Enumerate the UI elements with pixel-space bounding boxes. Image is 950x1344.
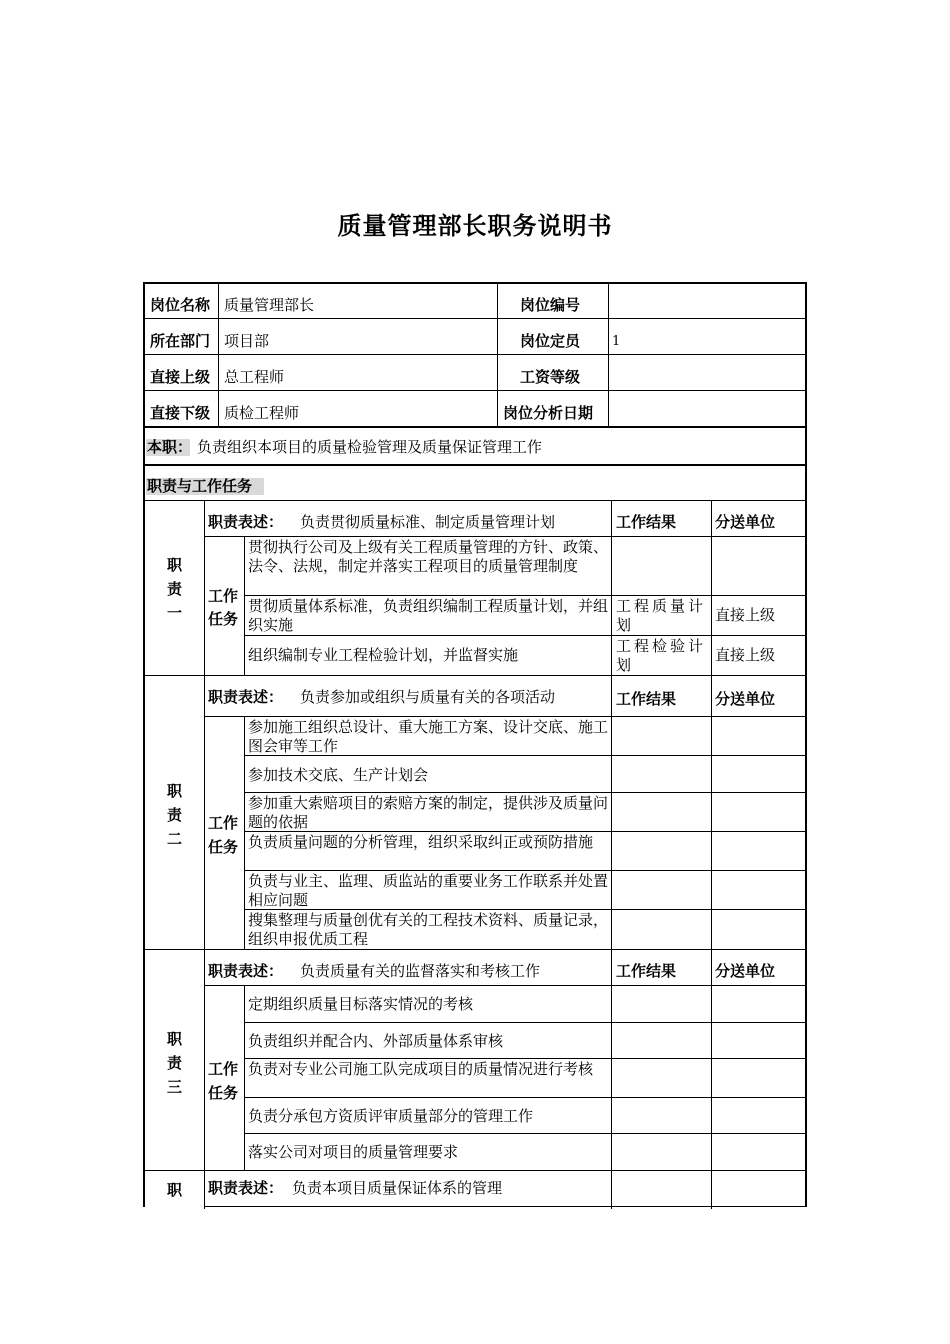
duty-summary-label: 本职： [147, 438, 193, 456]
duty-3-description: 负责质量有关的监督落实和考核工作 [300, 962, 541, 980]
salary-label: 工资等级 [520, 368, 581, 386]
duty-3-task-label-2: 任务 [208, 1084, 239, 1102]
duty-2-task-5: 负责与业主、监理、质监站的重要业务工作联系并处置相应问题 [248, 872, 609, 909]
dept-value: 项目部 [224, 332, 270, 350]
headcount-value: 1 [612, 334, 621, 349]
duty-1-desc-label: 职责表述： [208, 513, 284, 531]
duty-3-task-2: 负责组织并配合内、外部质量体系审核 [248, 1032, 504, 1050]
duty-2-task-label-1: 工作 [208, 814, 239, 832]
duty-1-label-char-1: 职 [167, 556, 183, 574]
post-no-label: 岗位编号 [520, 296, 581, 314]
duty-1-task-2-result: 工程质量计划 [616, 597, 707, 634]
duty-1-task-2-dest: 直接上级 [715, 606, 776, 624]
duty-1-task-2: 贯彻质量体系标准，负责组织编制工程质量计划，并组织实施 [248, 597, 609, 634]
duty-2-dest-header: 分送单位 [715, 690, 776, 708]
superior-label: 直接上级 [150, 368, 211, 386]
superior-value: 总工程师 [224, 368, 285, 386]
duty-summary-text: 负责组织本项目的质量检验管理及质量保证管理工作 [197, 438, 543, 456]
duty-3-task-5: 落实公司对项目的质量管理要求 [248, 1143, 459, 1161]
dept-label: 所在部门 [150, 332, 211, 350]
duty-4-desc-label: 职责表述： [208, 1179, 284, 1197]
duty-2-task-6: 搜集整理与质量创优有关的工程技术资料、质量记录，组织申报优质工程 [248, 911, 609, 948]
duty-3-result-header: 工作结果 [616, 962, 677, 980]
duty-3-task-label-1: 工作 [208, 1060, 239, 1078]
duty-4-description: 负责本项目质量保证体系的管理 [292, 1179, 503, 1197]
headcount-label: 岗位定员 [520, 332, 581, 350]
duty-1-task-3: 组织编制专业工程检验计划，并监督实施 [248, 646, 519, 664]
duty-2-task-label-2: 任务 [208, 838, 239, 856]
duty-2-task-1: 参加施工组织总设计、重大施工方案、设计交底、施工图会审等工作 [248, 718, 609, 755]
duty-3-label-char-2: 责 [167, 1054, 183, 1072]
duty-1-task-label-2: 任务 [208, 610, 239, 628]
duty-2-label-char-2: 责 [167, 806, 183, 824]
post-name-value: 质量管理部长 [224, 296, 315, 314]
duty-2-task-3: 参加重大索赔项目的索赔方案的制定，提供涉及质量问题的依据 [248, 794, 609, 831]
post-name-label: 岗位名称 [150, 296, 211, 314]
duty-1-task-label-1: 工作 [208, 587, 239, 605]
duty-1-task-3-dest: 直接上级 [715, 646, 776, 664]
duty-2-result-header: 工作结果 [616, 690, 677, 708]
page-title: 质量管理部长职务说明书 [337, 211, 613, 240]
duty-2-task-4: 负责质量问题的分析管理，组织采取纠正或预防措施 [248, 833, 594, 851]
duty-3-dest-header: 分送单位 [715, 962, 776, 980]
duty-1-task-1: 贯彻执行公司及上级有关工程质量管理的方针、政策、法令、法规，制定并落实工程项目的质量管理制度 [248, 538, 609, 575]
duty-2-description: 负责参加或组织与质量有关的各项活动 [300, 688, 556, 706]
duty-1-description: 负责贯彻质量标准、制定质量管理计划 [300, 513, 556, 531]
duty-2-label-char-1: 职 [167, 782, 183, 800]
subordinate-label: 直接下级 [150, 404, 211, 422]
duty-2-desc-label: 职责表述： [208, 688, 284, 706]
analysis-date-label: 岗位分析日期 [503, 404, 594, 422]
duty-2-task-2: 参加技术交底、生产计划会 [248, 766, 429, 784]
duty-4-label-char-1: 职 [167, 1181, 183, 1199]
duty-1-label-char-3: 一 [167, 604, 183, 622]
duty-3-task-4: 负责分承包方资质评审质量部分的管理工作 [248, 1107, 534, 1125]
duty-2-label-char-3: 二 [167, 830, 183, 848]
duty-3-label-char-3: 三 [167, 1078, 183, 1096]
duty-3-desc-label: 职责表述： [208, 962, 284, 980]
duty-3-task-3: 负责对专业公司施工队完成项目的质量情况进行考核 [248, 1060, 594, 1078]
duty-1-task-3-result: 工程检验计划 [616, 637, 707, 674]
duty-3-label-char-1: 职 [167, 1030, 183, 1048]
duty-1-label-char-2: 责 [167, 580, 183, 598]
duty-1-result-header: 工作结果 [616, 513, 677, 531]
duty-3-task-1: 定期组织质量目标落实情况的考核 [248, 995, 474, 1013]
section-title: 职责与工作任务 [147, 477, 253, 495]
duty-1-dest-header: 分送单位 [715, 513, 776, 531]
subordinate-value: 质检工程师 [224, 404, 300, 422]
job-description-table [143, 282, 807, 1207]
